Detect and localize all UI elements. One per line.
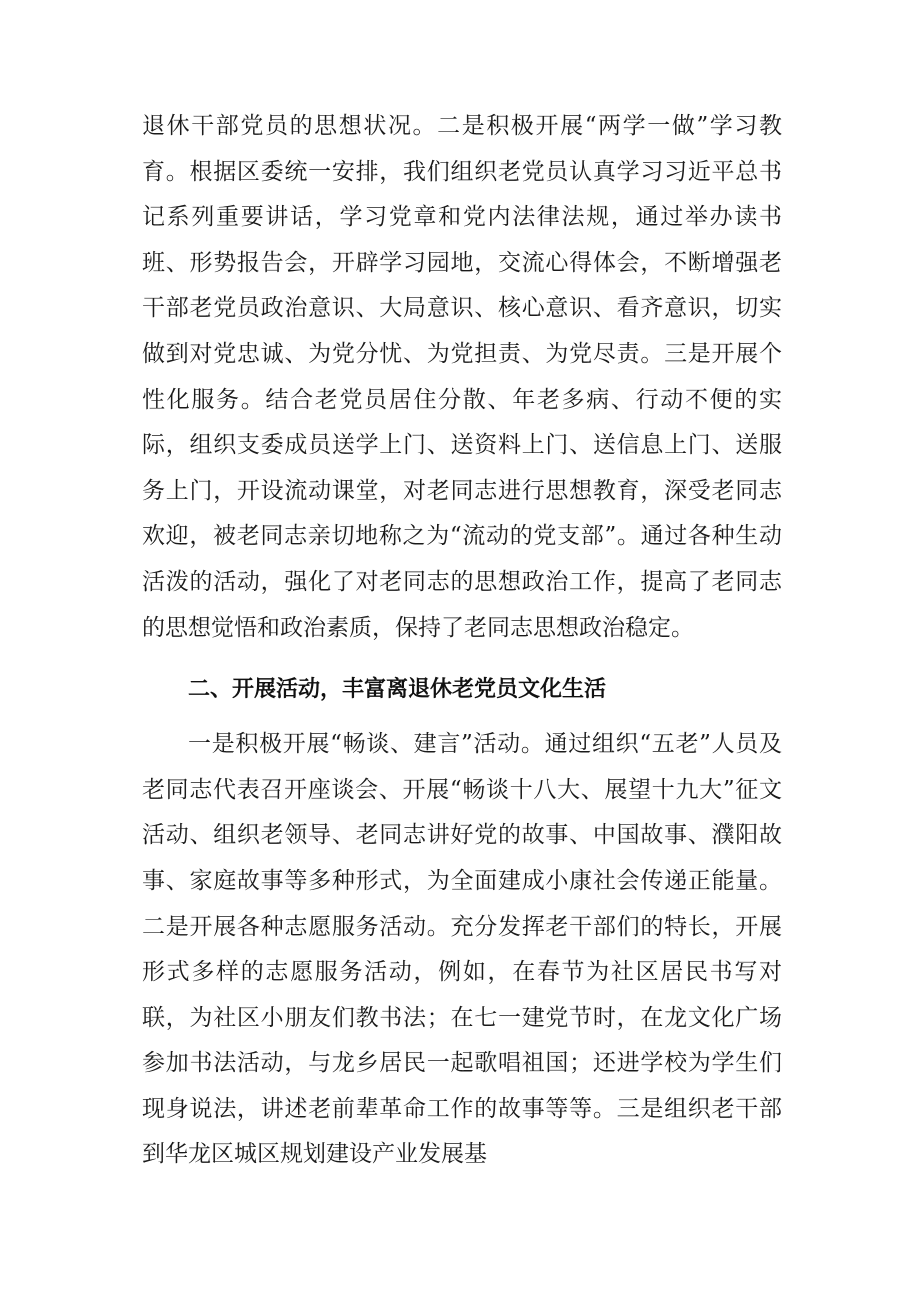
body-paragraph-continued: 退休干部党员的思想状况。二是积极开展“两学一做”学习教育。根据区委统一安排，我们组织老党员认真学习习近平总书记系列重要讲话，学习党章和党内法律法规，通过举办读书班、形势报告会，开辟学习园地，交流心得体会，不断增强老干部老党员政治意识、大局意识、核心意识、看齐意识，切实做到对党忠诚、为党分忧、为党担责、为党尽责。三是开展个性化服务。结合老党员居住分散、年老多病、行动不便的实际，组织支委成员送学上门、送资料上门、送信息上门、送服务上门，开设流动课堂，对老同志进行思想教育，深受老同志欢迎，被老同志亲切地称之为“流动的党支部”。通过各种生动活泼的活动，强化了对老同志的思想政治工作，提高了老同志的思想觉悟和政治素质，保持了老同志思想政治稳定。 bbox=[142, 113, 782, 641]
document-body bbox=[142, 104, 782, 1178]
section-heading: 二、开展活动，丰富离退休老党员文化生活 bbox=[188, 677, 607, 703]
body-paragraph: 一是积极开展“畅谈、建言”活动。通过组织“五老”人员及老同志代表召开座谈会、开展“畅谈十八大、展望十九大”征文活动、组织老领导、老同志讲好党的故事、中国故事、濮阳故事、家庭故事等多种形式，为全面建成小康社会传递正能量。二是开展各种志愿服务活动。充分发挥老干部们的特长，开展形式多样的志愿服务活动，例如，在春节为社区居民书写对联，为社区小朋友们教书法；在七一建党节时，在龙文化广场参加书法活动，与龙乡居民一起歌唱祖国；还进学校为学生们现身说法，讲述老前辈革命工作的故事等等。三是组织老干部到华龙区城区规划建设产业发展基 bbox=[142, 731, 782, 1168]
